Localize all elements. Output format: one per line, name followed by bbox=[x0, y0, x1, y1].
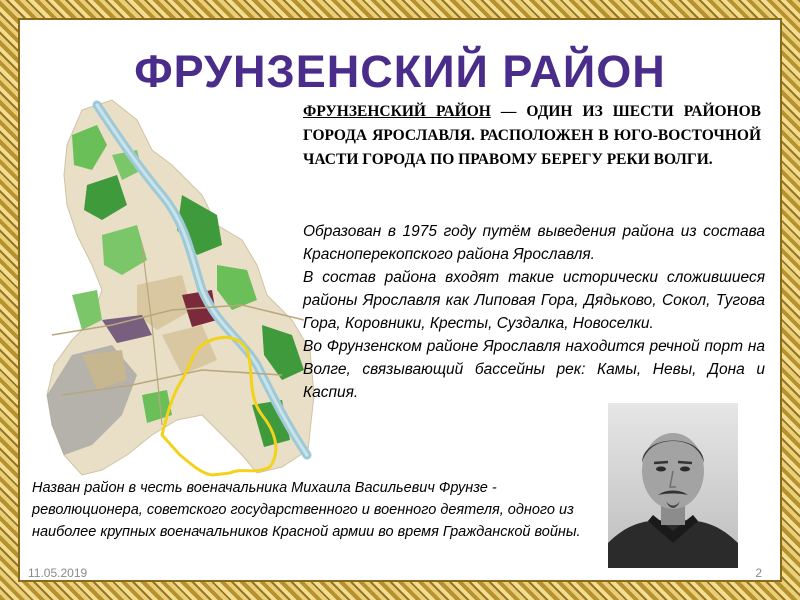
paragraph-port: Во Фрунзенском районе Ярославля находится речной порт на Волге, связывающий бассейны рек: Камы, Невы, Дона и Каспия. bbox=[303, 338, 765, 401]
frunze-portrait-image bbox=[608, 403, 738, 568]
page-number: 2 bbox=[755, 566, 762, 580]
slide-title: ФРУНЗЕНСКИЙ РАЙОН bbox=[134, 46, 666, 97]
body-text bbox=[303, 220, 765, 404]
caption-text: Назван район в честь военачальника Михаила Васильевич Фрунзе - революционера, советского государственного и военного деятеля, одного из наиболее крупных военачальников Красной армии во время Гражданской войны. bbox=[32, 480, 581, 540]
district-map-image bbox=[42, 95, 328, 490]
slide-date: 11.05.2019 bbox=[28, 566, 88, 580]
paragraph-neighborhoods: В состав района входят такие исторически сложившиеся районы Ярославля как Липовая Гора, Дядьково, Сокол, Тугова Гора, Коровники, Кресты, Суздалка, Новоселки. bbox=[303, 269, 765, 332]
intro-rest: — ОДИН ИЗ ШЕСТИ РАЙОНОВ ГОРОДА ЯРОСЛАВЛЯ. РАСПОЛОЖЕН В ЮГО-ВОСТОЧНОЙ ЧАСТИ ГОРОДА ПО ПРАВОМУ БЕРЕГУ РЕКИ ВОЛГИ. bbox=[303, 103, 762, 168]
paragraph-founded: Образован в 1975 году путём выведения района из состава Красноперекопского района Ярославля. bbox=[303, 223, 765, 263]
district-link[interactable]: ФРУНЗЕНСКИЙ РАЙОН bbox=[303, 103, 491, 120]
slide bbox=[18, 18, 782, 582]
intro-text bbox=[303, 100, 761, 172]
